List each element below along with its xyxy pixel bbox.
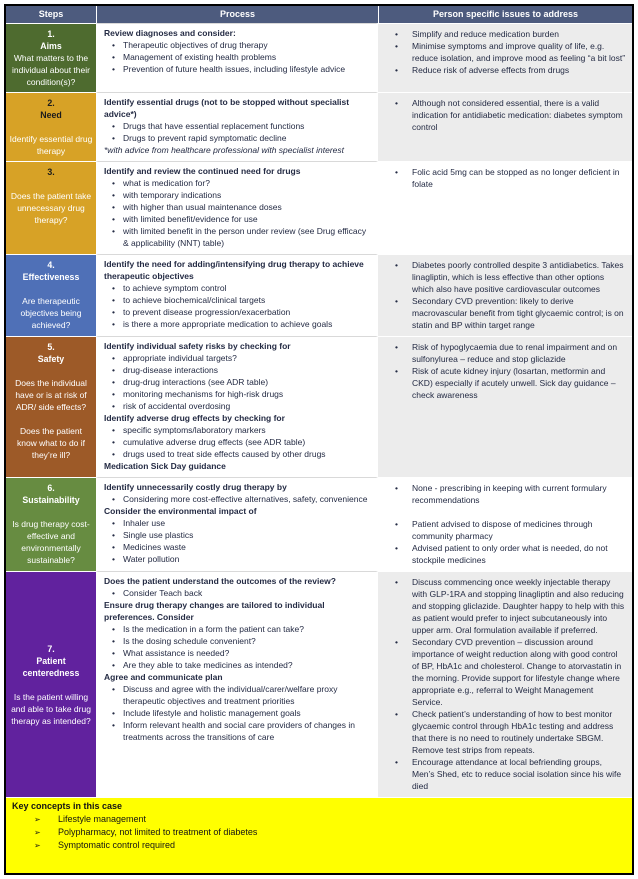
table-row-sustainability [6, 477, 632, 571]
issues-cell-patient-centeredness [378, 571, 632, 797]
process-bullet [104, 364, 370, 376]
process-note: *with advice from healthcare professional with specialist interest [104, 145, 345, 155]
process-bullet-text: is there a more appropriate medication to achieve goals [123, 319, 333, 329]
process-bullet-text: Water pollution [123, 554, 180, 564]
process-bullet [104, 424, 370, 436]
table-row-safety [6, 336, 632, 477]
table-header-row [6, 6, 632, 23]
bullet-icon: • [112, 437, 115, 447]
key-concept-text: Lifestyle management [58, 814, 147, 824]
issues-cell-safety [378, 336, 632, 477]
step-title: Safety [37, 354, 65, 364]
bullet-icon: • [112, 64, 115, 74]
process-bullet-text: Is the dosing schedule convenient? [123, 636, 256, 646]
issue-text: Encourage attendance at local befriending groups, Men’s Shed, etc to reduce social isolation since his wife died [412, 757, 622, 791]
issue-text: Folic acid 5mg can be stopped as no longer deficient in folate [412, 167, 620, 189]
process-bullet [104, 587, 370, 599]
key-concepts-section [6, 797, 632, 873]
process-bullet [104, 201, 370, 213]
bullet-icon: • [112, 40, 115, 50]
step-number: 5. [47, 342, 55, 352]
bullet-icon: • [395, 709, 398, 719]
process-bullet [104, 282, 370, 294]
bullet-icon: • [112, 720, 115, 730]
table-body [6, 23, 632, 797]
header-steps: Steps [6, 6, 96, 23]
arrow-bullet-icon: ➢ [34, 841, 41, 850]
issue-bullet [382, 518, 626, 542]
process-bullet-text: Considering more cost-effective alternatives, safety, convenience [123, 494, 368, 504]
process-heading: Identify and review the continued need for drugs [104, 166, 301, 176]
bullet-icon: • [395, 98, 398, 108]
step-cell-safety [6, 336, 96, 477]
process-bullet-text: with limited benefit/evidence for use [123, 214, 258, 224]
process-heading: Agree and communicate plan [104, 672, 223, 682]
process-bullet [104, 318, 370, 330]
step-title: Sustainability [22, 495, 80, 505]
step-cell-need [6, 92, 96, 161]
bullet-icon: • [112, 648, 115, 658]
bullet-icon: • [395, 637, 398, 647]
process-bullet-text: Management of existing health problems [123, 52, 277, 62]
bullet-icon: • [112, 530, 115, 540]
process-bullet-text: Discuss and agree with the individual/carer/welfare proxy therapeutic objectives and treatment priorities [123, 684, 338, 706]
issues-cell-sustainability [378, 477, 632, 571]
bullet-icon: • [395, 260, 398, 270]
issue-bullet [382, 341, 626, 365]
issue-text: Diabetes poorly controlled despite 3 antidiabetics. Takes linagliptin, which is less effective than other options which also have positive cardiovascular outcomes [412, 260, 624, 294]
process-bullet [104, 39, 370, 51]
issue-bullet [382, 576, 626, 636]
process-bullet [104, 647, 370, 659]
step-cell-aims [6, 23, 96, 92]
process-heading: Ensure drug therapy changes are tailored to individual preferences. Consider [104, 600, 325, 622]
process-bullet [104, 400, 370, 412]
process-bullet [104, 553, 370, 565]
bullet-icon: • [112, 295, 115, 305]
issue-bullet [382, 365, 626, 401]
table-row-patient-centeredness [6, 571, 632, 797]
process-heading: Identify the need for adding/intensifying drug therapy to achieve therapeutic objectives [104, 259, 364, 281]
step-number: 2. [47, 98, 55, 108]
key-concepts-title: Key concepts in this case [12, 801, 123, 811]
process-bullet [104, 51, 370, 63]
step-cell-patient-centeredness [6, 571, 96, 797]
header-issues: Person specific issues to address [378, 6, 632, 23]
process-cell-patient-centeredness [96, 571, 378, 797]
process-cell-sustainability [96, 477, 378, 571]
arrow-bullet-icon: ➢ [34, 828, 41, 837]
bullet-icon: • [395, 167, 398, 177]
process-bullet [104, 132, 370, 144]
issue-bullet [382, 97, 626, 133]
bullet-icon: • [112, 588, 115, 598]
table-row-effectiveness [6, 254, 632, 336]
issue-bullet [382, 756, 626, 792]
step-question: Is drug therapy cost-effective and environmentally sustainable? [12, 519, 90, 565]
step-cell-sustainability [6, 477, 96, 571]
process-bullet [104, 529, 370, 541]
issue-text: Patient advised to dispose of medicines through community pharmacy [412, 519, 593, 541]
process-cell-safety [96, 336, 378, 477]
arrow-bullet-icon: ➢ [34, 815, 41, 824]
step-cell-unnecessary [6, 161, 96, 254]
process-bullet-text: Inform relevant health and social care providers of changes in treatments across the transitions of care [123, 720, 355, 742]
process-bullet [104, 707, 370, 719]
process-bullet-text: with higher than usual maintenance doses [123, 202, 282, 212]
issue-bullet [382, 482, 626, 506]
bullet-icon: • [112, 133, 115, 143]
process-bullet-text: Medicines waste [123, 542, 186, 552]
process-bullet-text: What assistance is needed? [123, 648, 230, 658]
bullet-icon: • [112, 319, 115, 329]
step-number: 4. [47, 260, 55, 270]
issue-text: Although not considered essential, there is a valid indication for antidiabetic medication: diabetes symptom control [412, 98, 623, 132]
bullet-icon: • [395, 296, 398, 306]
bullet-icon: • [395, 757, 398, 767]
process-bullet-text: drug-drug interactions (see ADR table) [123, 377, 269, 387]
process-bullet-text: drugs used to treat side effects caused by other drugs [123, 449, 326, 459]
process-bullet-text: Drugs to prevent rapid symptomatic decline [123, 133, 287, 143]
process-bullet [104, 294, 370, 306]
process-bullet-text: Inhaler use [123, 518, 166, 528]
key-concept-item [12, 839, 626, 852]
process-bullet [104, 213, 370, 225]
step-number: 3. [47, 167, 55, 177]
bullet-icon: • [395, 41, 398, 51]
bullet-icon: • [112, 708, 115, 718]
step-question: Is the patient willing and able to take drug therapy as intended? [11, 691, 91, 726]
bullet-icon: • [395, 483, 398, 493]
document-page [4, 4, 634, 875]
process-bullet-text: cumulative adverse drug effects (see ADR table) [123, 437, 306, 447]
step-question: Identify essential drug therapy [9, 134, 93, 156]
process-bullet [104, 120, 370, 132]
issue-text: Advised patient to only order what is needed, do not stockpile medicines [412, 543, 608, 565]
process-bullet-text: Drugs that have essential replacement functions [123, 121, 305, 131]
process-bullet [104, 189, 370, 201]
issue-text: Minimise symptoms and improve quality of life, e.g. reduce isolation, and improve mood as feeling “a bit lost” [412, 41, 626, 63]
bullet-icon: • [112, 624, 115, 634]
process-bullet-text: Are they able to take medicines as intended? [123, 660, 293, 670]
bullet-icon: • [112, 554, 115, 564]
process-heading: Does the patient understand the outcomes of the review? [104, 576, 336, 586]
bullet-icon: • [112, 636, 115, 646]
process-cell-need [96, 92, 378, 161]
process-bullet-text: Include lifestyle and holistic management goals [123, 708, 301, 718]
table-row-aims [6, 23, 632, 92]
step-question: Are therapeutic objectives being achieved? [20, 296, 82, 330]
issue-bullet [382, 542, 626, 566]
issue-text: Risk of acute kidney injury (losartan, metformin and CKD) especially if acutely unwell. Sick day guidance – check awareness [412, 366, 616, 400]
bullet-icon: • [395, 29, 398, 39]
process-bullet-text: what is medication for? [123, 178, 210, 188]
process-bullet-text: with temporary indications [123, 190, 222, 200]
process-bullet-text: Is the medication in a form the patient can take? [123, 624, 304, 634]
process-bullet [104, 448, 370, 460]
bullet-icon: • [395, 366, 398, 376]
bullet-icon: • [395, 65, 398, 75]
process-heading: Identify essential drugs (not to be stopped without specialist advice*) [104, 97, 350, 119]
process-bullet [104, 635, 370, 647]
bullet-icon: • [112, 401, 115, 411]
process-bullet [104, 719, 370, 743]
issue-bullet [382, 166, 626, 190]
bullet-icon: • [395, 577, 398, 587]
step-number: 1. [47, 29, 55, 39]
issue-text: Secondary CVD prevention: likely to derive macrovascular benefit from tight glycaemic control; is on statin and BP within target range [412, 296, 624, 330]
process-cell-aims [96, 23, 378, 92]
process-bullet [104, 376, 370, 388]
issue-text: Reduce risk of adverse effects from drugs [412, 65, 570, 75]
issue-text: Secondary CVD prevention – discussion around importance of weight reduction along with good control of BP, HbA1c and cholesterol. Change to atorvastatin in the morning. Provide support for lifestyle change where appropriate e.g., referral to Weight Management Service. [412, 637, 622, 707]
process-bullet-text: Consider Teach back [123, 588, 203, 598]
bullet-icon: • [112, 660, 115, 670]
bullet-icon: • [112, 214, 115, 224]
issues-cell-aims [378, 23, 632, 92]
process-heading: Identify individual safety risks by checking for [104, 341, 291, 351]
step-title: Patient centeredness [22, 655, 80, 678]
bullet-icon: • [395, 342, 398, 352]
step-title: Effectiveness [22, 272, 80, 282]
process-bullet [104, 683, 370, 707]
issue-bullet [382, 295, 626, 331]
process-bullet [104, 63, 370, 75]
key-concept-text: Symptomatic control required [58, 840, 176, 850]
bullet-icon: • [112, 389, 115, 399]
process-bullet-text: to prevent disease progression/exacerbation [123, 307, 291, 317]
process-bullet [104, 517, 370, 529]
issue-bullet [382, 64, 626, 76]
bullet-icon: • [112, 449, 115, 459]
process-bullet [104, 177, 370, 189]
issues-cell-unnecessary [378, 161, 632, 254]
issue-text: Risk of hypoglycaemia due to renal impairment and on sulfonylurea – reduce and stop gliclazide [412, 342, 618, 364]
bullet-icon: • [112, 494, 115, 504]
step-question: What matters to the individual about their condition(s)? [12, 53, 90, 87]
process-bullet-text: Single use plastics [123, 530, 194, 540]
process-heading: Identify unnecessarily costly drug therapy by [104, 482, 287, 492]
step-number: 7. [47, 643, 55, 654]
process-bullet [104, 659, 370, 671]
bullet-icon: • [112, 202, 115, 212]
process-bullet [104, 623, 370, 635]
step-title: Need [40, 110, 62, 120]
process-bullet-text: to achieve biochemical/clinical targets [123, 295, 266, 305]
process-bullet [104, 493, 370, 505]
process-heading: Identify adverse drug effects by checking for [104, 413, 285, 423]
bullet-icon: • [112, 542, 115, 552]
step-cell-effectiveness [6, 254, 96, 336]
issues-cell-effectiveness [378, 254, 632, 336]
step-title: Aims [40, 41, 62, 51]
step-question: Does the patient know what to do if they’re ill? [16, 426, 86, 460]
bullet-icon: • [112, 684, 115, 694]
process-bullet [104, 541, 370, 553]
process-bullet [104, 436, 370, 448]
bullet-icon: • [112, 518, 115, 528]
step-question: Does the individual have or is at risk of ADR/ side effects? [15, 378, 87, 412]
bullet-icon: • [112, 377, 115, 387]
process-bullet-text: drug-disease interactions [123, 365, 218, 375]
issues-cell-need [378, 92, 632, 161]
process-bullet-text: to achieve symptom control [123, 283, 227, 293]
key-concept-text: Polypharmacy, not limited to treatment of diabetes [58, 827, 258, 837]
key-concept-item [12, 826, 626, 839]
issue-bullet [382, 40, 626, 64]
process-bullet-text: Prevention of future health issues, including lifestyle advice [123, 64, 346, 74]
bullet-icon: • [112, 365, 115, 375]
issue-bullet [382, 259, 626, 295]
step-question: Does the patient take unnecessary drug therapy? [10, 191, 92, 225]
process-bullet-text: with limited benefit in the person under review (see Drug efficacy & applicability (NNT) table) [123, 226, 367, 248]
process-bullet-text: Therapeutic objectives of drug therapy [123, 40, 268, 50]
bullet-icon: • [395, 543, 398, 553]
process-heading: Medication Sick Day guidance [104, 461, 226, 471]
bullet-icon: • [112, 425, 115, 435]
process-bullet [104, 388, 370, 400]
bullet-icon: • [395, 519, 398, 529]
bullet-icon: • [112, 121, 115, 131]
key-concept-item [12, 813, 626, 826]
process-bullet [104, 306, 370, 318]
issue-text: Simplify and reduce medication burden [412, 29, 559, 39]
header-process: Process [96, 6, 378, 23]
process-bullet-text: appropriate individual targets? [123, 353, 237, 363]
bullet-icon: • [112, 178, 115, 188]
process-bullet-text: risk of accidental overdosing [123, 401, 231, 411]
bullet-icon: • [112, 190, 115, 200]
bullet-icon: • [112, 52, 115, 62]
process-bullet [104, 225, 370, 249]
step-number: 6. [47, 483, 55, 493]
process-bullet-text: specific symptoms/laboratory markers [123, 425, 266, 435]
process-heading: Consider the environmental impact of [104, 506, 257, 516]
process-cell-effectiveness [96, 254, 378, 336]
issue-bullet [382, 708, 626, 756]
table-row-need [6, 92, 632, 161]
issue-bullet [382, 636, 626, 708]
process-heading: Review diagnoses and consider: [104, 28, 236, 38]
issue-text: None - prescribing in keeping with current formulary recommendations [412, 483, 607, 505]
table-row-unnecessary [6, 161, 632, 254]
bullet-icon: • [112, 283, 115, 293]
issue-text: Discuss commencing once weekly injectable therapy with GLP-1RA and stopping linagliptin and also reducing and stopping gliclazide. Daughter happy to help with this as patient would prefer to inject subcutaneously into upper arm. Oral formulation available if preferred. [412, 577, 625, 635]
key-concepts-list [12, 813, 626, 852]
process-cell-unnecessary [96, 161, 378, 254]
bullet-icon: • [112, 226, 115, 236]
bullet-icon: • [112, 307, 115, 317]
process-bullet-text: monitoring mechanisms for high-risk drugs [123, 389, 284, 399]
process-bullet [104, 352, 370, 364]
bullet-icon: • [112, 353, 115, 363]
issue-bullet [382, 28, 626, 40]
issue-text: Check patient’s understanding of how to best monitor glycaemic control through HbA1c testing and address that there is no need to routinely undertake SBGM. Remove test strips from repeats. [412, 709, 614, 755]
